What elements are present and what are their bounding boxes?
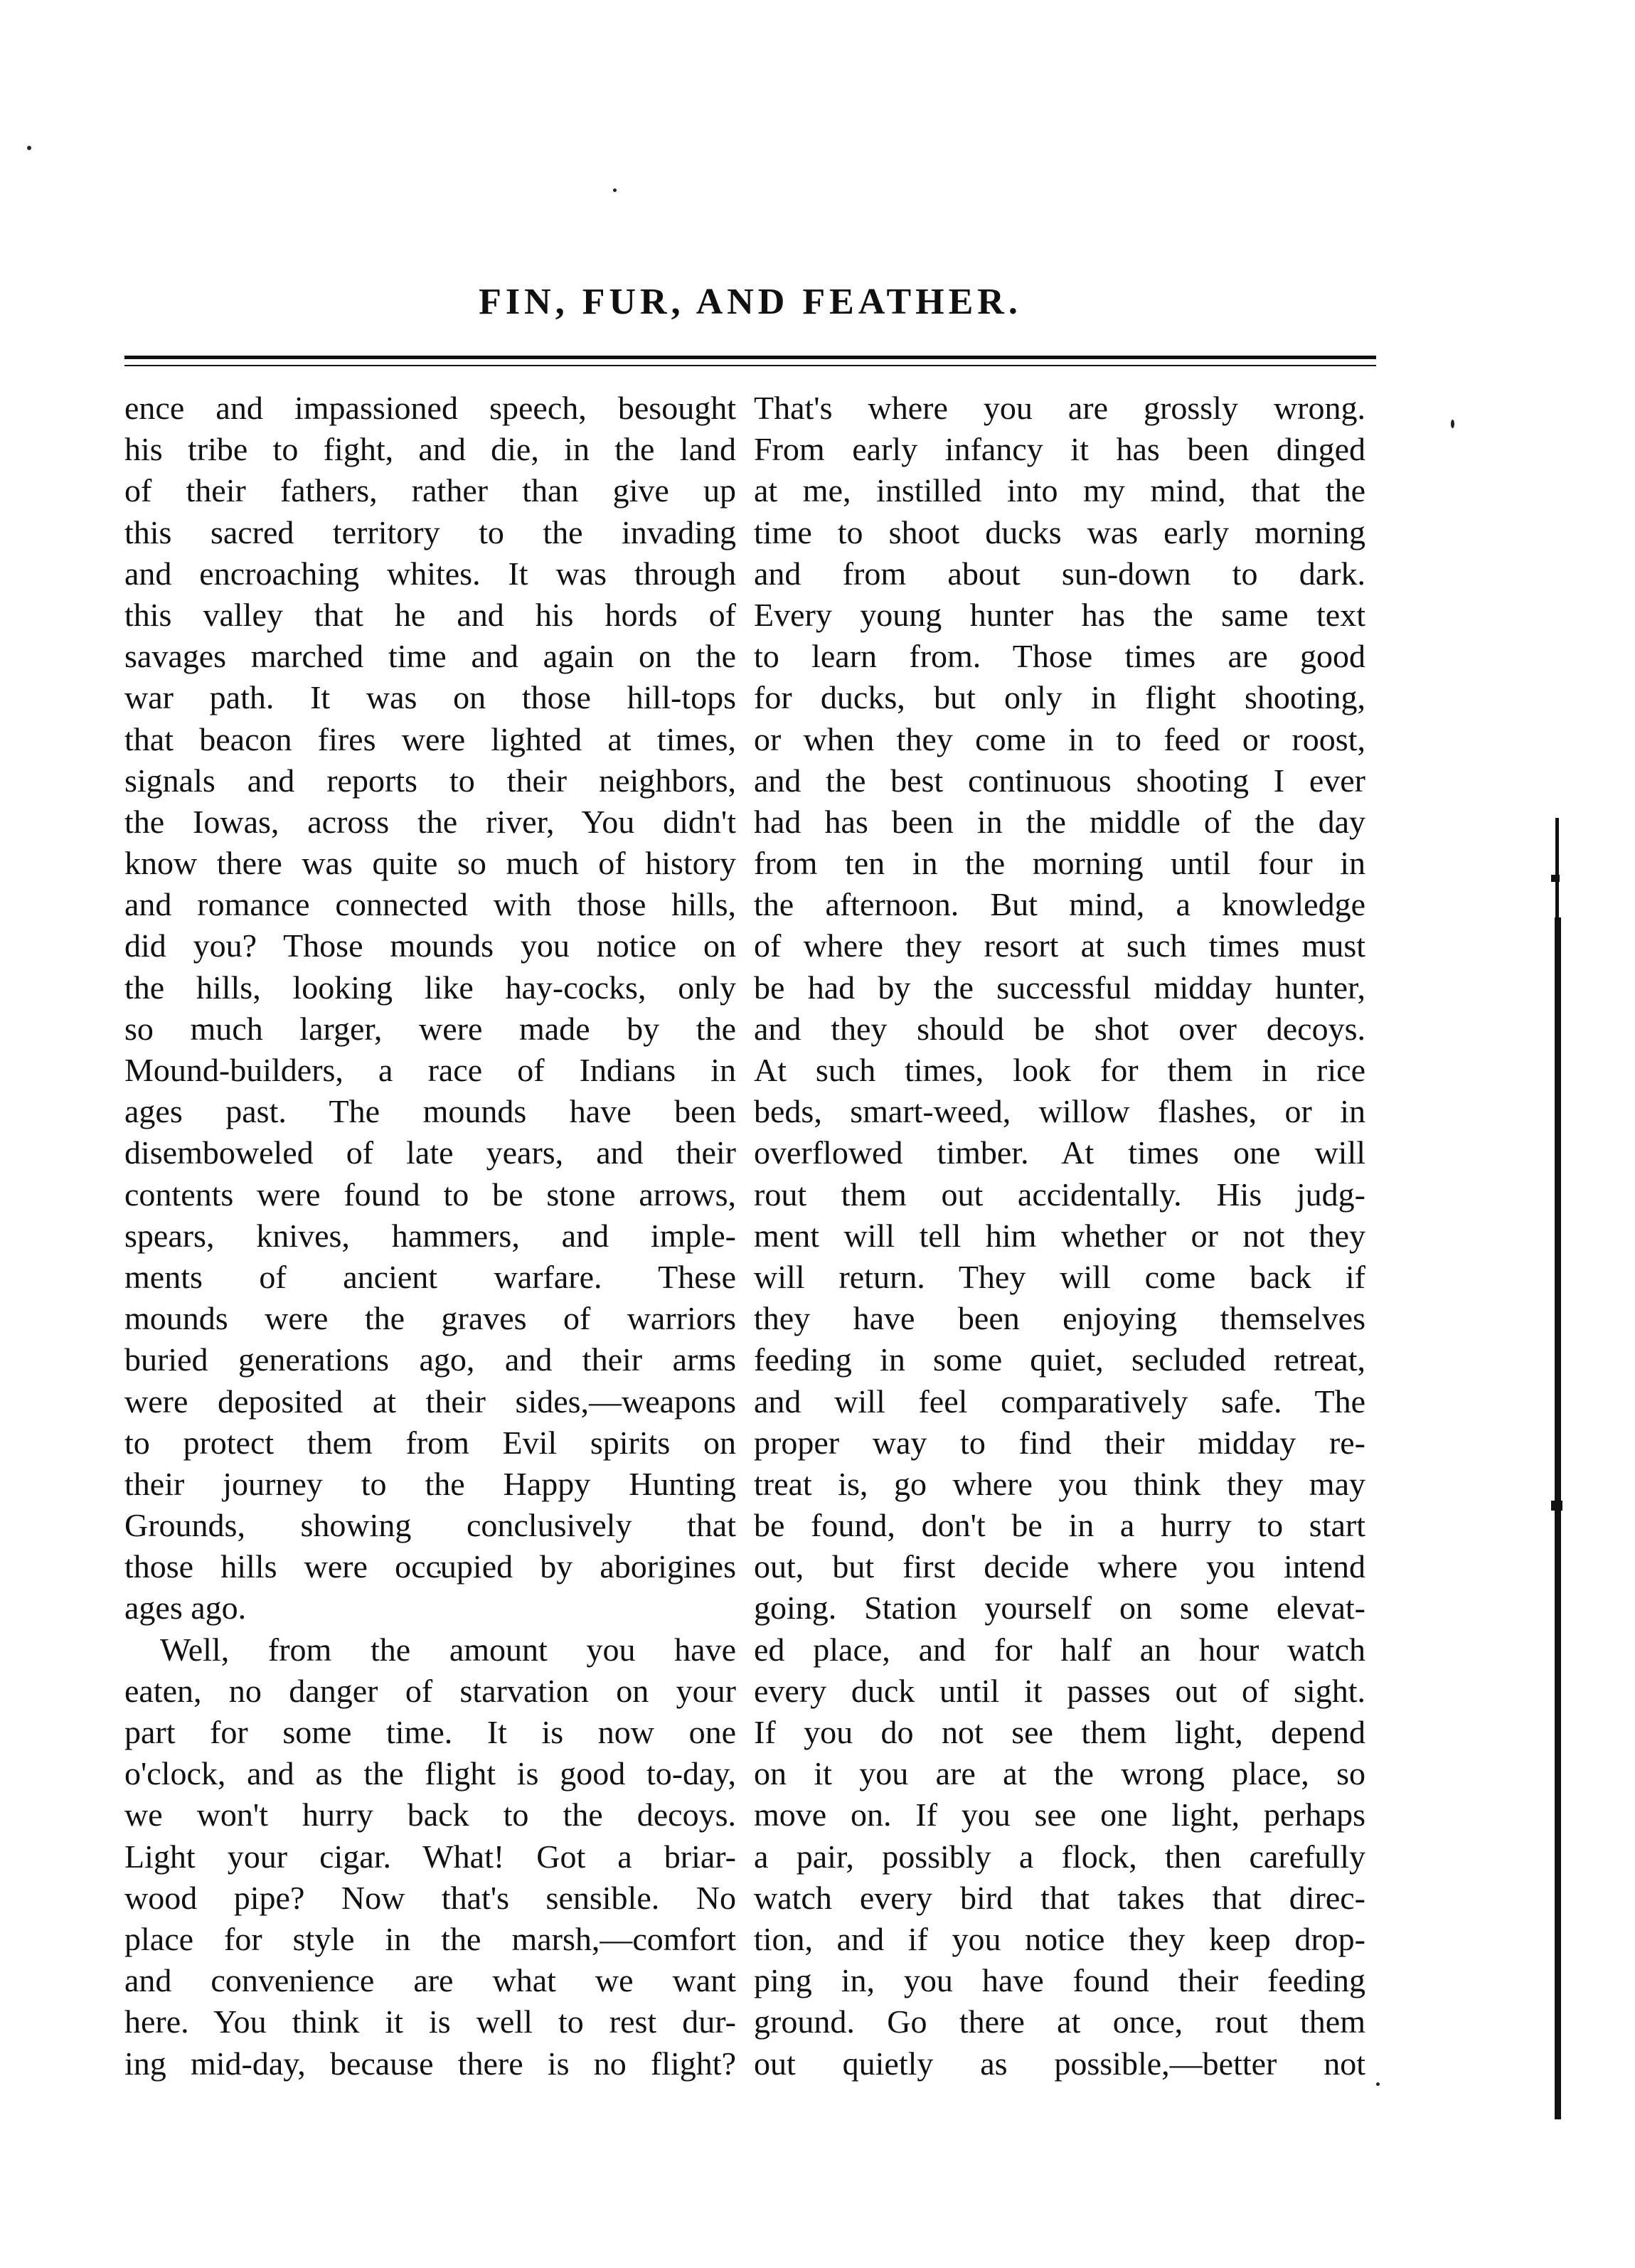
text-line: buried generations ago, and their arms: [124, 1341, 736, 1378]
text-line: and the best continuous shooting I ever: [754, 762, 1365, 799]
text-line: and convenience are what we want: [124, 1962, 736, 1999]
text-line: That's where you are grossly wrong.: [754, 390, 1365, 426]
text-line: be found, don't be in a hurry to start: [754, 1507, 1365, 1544]
text-line: ence and impassioned speech, besought: [124, 390, 736, 426]
header-rule-thin: [124, 365, 1376, 366]
text-line: move on. If you see one light, perhaps: [754, 1796, 1365, 1833]
text-line: Every young hunter has the same text: [754, 596, 1365, 633]
text-line: At such times, look for them in rice: [754, 1052, 1365, 1088]
right-column: [754, 388, 1365, 2085]
text-line: Light your cigar. What! Got a briar-: [124, 1838, 736, 1875]
text-line: their journey to the Happy Hunting: [124, 1465, 736, 1502]
binding-edge: [1551, 875, 1560, 882]
text-line: a pair, possibly a flock, then carefully: [754, 1838, 1365, 1875]
text-line: ing mid-day, because there is no flight?: [124, 2045, 736, 2082]
text-line: beds, smart-weed, willow flashes, or in: [754, 1093, 1365, 1130]
text-line: out quietly as possible,—better not: [754, 2045, 1365, 2082]
text-line: ground. Go there at once, rout them: [754, 2003, 1365, 2040]
text-line: so much larger, were made by the: [124, 1010, 736, 1047]
left-column: [124, 388, 736, 2085]
text-line: of where they resort at such times must: [754, 927, 1365, 964]
text-line: for ducks, but only in flight shooting,: [754, 679, 1365, 716]
text-line: time to shoot ducks was early morning: [754, 513, 1365, 550]
text-line: of their fathers, rather than give up: [124, 472, 736, 509]
text-line: the Iowas, across the river, You didn't: [124, 803, 736, 840]
text-line: ping in, you have found their feeding: [754, 1962, 1365, 1999]
text-line: here. You think it is well to rest dur-: [124, 2003, 736, 2040]
text-line: they have been enjoying themselves: [754, 1300, 1365, 1337]
ink-speck: [1376, 2082, 1380, 2086]
text-line: overflowed timber. At times one will: [754, 1134, 1365, 1171]
text-line: proper way to find their midday re-: [754, 1424, 1365, 1461]
text-line: tion, and if you notice they keep drop-: [754, 1920, 1365, 1957]
text-line: ages past. The mounds have been: [124, 1093, 736, 1130]
text-line: every duck until it passes out of sight.: [754, 1672, 1365, 1709]
text-line: will return. They will come back if: [754, 1258, 1365, 1295]
text-line: ages ago.: [124, 1590, 247, 1627]
text-line: From early infancy it has been dinged: [754, 431, 1365, 468]
text-line: part for some time. It is now one: [124, 1714, 736, 1750]
text-line: ments of ancient warfare. These: [124, 1258, 736, 1295]
text-line: savages marched time and again on the: [124, 638, 736, 675]
text-line: signals and reports to their neighbors,: [124, 762, 736, 799]
text-line: and encroaching whites. It was through: [124, 555, 736, 592]
text-line: ed place, and for half an hour watch: [754, 1631, 1365, 1668]
text-line: and will feel comparatively safe. The: [754, 1383, 1365, 1420]
ink-speck: [1451, 420, 1454, 428]
text-line: If you do not see them light, depend: [754, 1714, 1365, 1750]
text-line: at me, instilled into my mind, that the: [754, 472, 1365, 509]
binding-edge: [1555, 917, 1561, 2119]
text-line: those hills were occupied by aborigines: [124, 1548, 736, 1585]
text-line: had has been in the middle of the day: [754, 803, 1365, 840]
text-line: to protect them from Evil spirits on: [124, 1424, 736, 1461]
text-line: and they should be shot over decoys.: [754, 1010, 1365, 1047]
text-line: contents were found to be stone arrows,: [124, 1176, 736, 1213]
ink-speck: [27, 146, 31, 150]
text-line: were deposited at their sides,—weapons: [124, 1383, 736, 1420]
text-line: out, but first decide where you intend: [754, 1548, 1365, 1585]
text-line: eaten, no danger of starvation on your: [124, 1672, 736, 1709]
text-line: know there was quite so much of history: [124, 845, 736, 882]
text-line: Well, from the amount you have: [160, 1631, 736, 1668]
text-line: treat is, go where you think they may: [754, 1465, 1365, 1502]
text-line: watch every bird that takes that direc-: [754, 1879, 1365, 1916]
text-line: be had by the successful midday hunter,: [754, 969, 1365, 1006]
text-line: Mound-builders, a race of Indians in: [124, 1052, 736, 1088]
text-line: mounds were the graves of warriors: [124, 1300, 736, 1337]
text-line: feeding in some quiet, secluded retreat,: [754, 1341, 1365, 1378]
text-line: wood pipe? Now that's sensible. No: [124, 1879, 736, 1916]
text-line: on it you are at the wrong place, so: [754, 1755, 1365, 1792]
running-head: FIN, FUR, AND FEATHER.: [479, 282, 1022, 322]
ink-speck: [613, 188, 617, 192]
text-line: did you? Those mounds you notice on: [124, 927, 736, 964]
text-line: we won't hurry back to the decoys.: [124, 1796, 736, 1833]
text-line: or when they come in to feed or roost,: [754, 720, 1365, 757]
text-line: his tribe to fight, and die, in the land: [124, 431, 736, 468]
text-line: from ten in the morning until four in: [754, 845, 1365, 882]
text-line: ment will tell him whether or not they: [754, 1217, 1365, 1254]
text-line: Grounds, showing conclusively that: [124, 1507, 736, 1544]
text-line: going. Station yourself on some elevat-: [754, 1590, 1365, 1627]
text-line: this sacred territory to the invading: [124, 513, 736, 550]
text-line: war path. It was on those hill-tops: [124, 679, 736, 716]
text-line: and romance connected with those hills,: [124, 886, 736, 923]
text-line: spears, knives, hammers, and imple-: [124, 1217, 736, 1254]
text-line: disemboweled of late years, and their: [124, 1134, 736, 1171]
text-line: and from about sun-down to dark.: [754, 555, 1365, 592]
text-line: to learn from. Those times are good: [754, 638, 1365, 675]
text-line: this valley that he and his hords of: [124, 596, 736, 633]
header-rule: [124, 356, 1376, 359]
text-line: o'clock, and as the flight is good to-day,: [124, 1755, 736, 1792]
text-line: place for style in the marsh,—comfort: [124, 1920, 736, 1957]
binding-edge: [1551, 1501, 1562, 1511]
text-line: the hills, looking like hay-cocks, only: [124, 969, 736, 1006]
text-line: the afternoon. But mind, a knowledge: [754, 886, 1365, 923]
text-line: rout them out accidentally. His judg-: [754, 1176, 1365, 1213]
text-line: that beacon fires were lighted at times,: [124, 720, 736, 757]
